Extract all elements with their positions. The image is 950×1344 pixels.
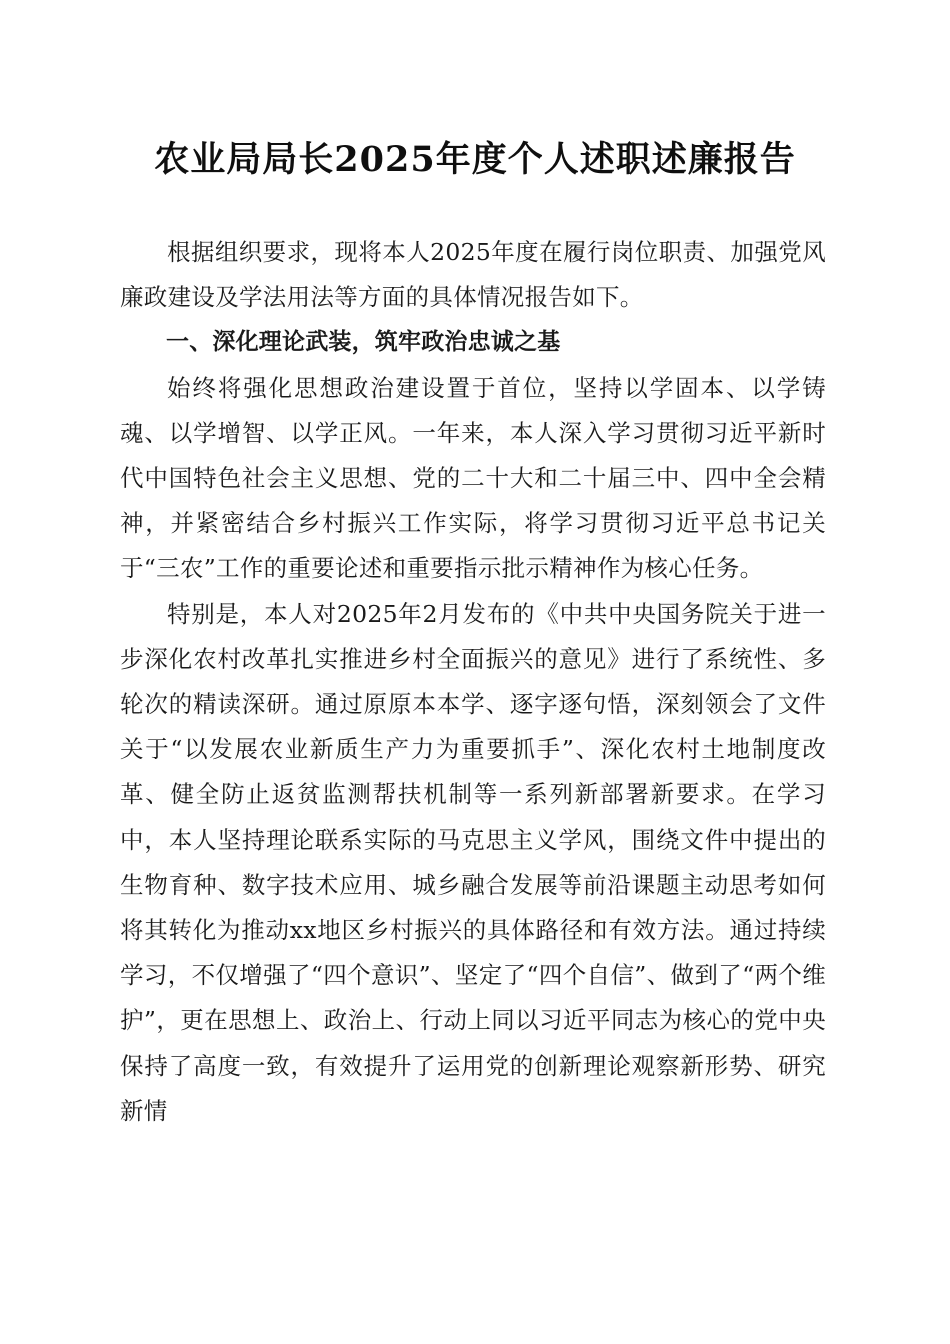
body-paragraph: 始终将强化思想政治建设置于首位，坚持以学固本、以学铸魂、以学增智、以学正风。一年来，本人深入学习贯彻习近平新时代中国特色社会主义思想、党的二十大和二十届三中、四中全会精神，并紧密结合乡村振兴工作实际，将学习贯彻习近平总书记关于“三农”工作的重要论述和重要指示批示精神作为核心任务。: [120, 373, 826, 583]
document-title: 农业局局长2025年度个人述职述廉报告: [154, 139, 796, 180]
body-paragraph: 特别是，本人对2025年2月发布的《中共中央国务院关于进一步深化农村改革扎实推进乡村全面振兴的意见》进行了系统性、多轮次的精读深研。通过原原本本学、逐字逐句悟，深刻领会了文件关于“以发展农业新质生产力为重要抓手”、深化农村土地制度改革、健全防止返贫监测帮扶机制等一系列新部署新要求。在学习中，本人坚持理论联系实际的马克思主义学风，围绕文件中提出的生物育种、数字技术应用、城乡融合发展等前沿课题主动思考如何将其转化为推动xx地区乡村振兴的具体路径和有效方法。通过持续学习，不仅增强了“四个意识”、坚定了“四个自信”、做到了“两个维护”，更在思想上、政治上、行动上同以习近平同志为核心的党中央保持了高度一致，有效提升了运用党的创新理论观察新形势、研究新情: [120, 599, 826, 1125]
document-body: [120, 230, 826, 1134]
section-heading: 一、深化理论武装，筑牢政治忠诚之基: [166, 329, 561, 356]
intro-paragraph: 根据组织要求，现将本人2025年度在履行岗位职责、加强党风廉政建设及学法用法等方面的具体情况报告如下。: [120, 238, 826, 312]
